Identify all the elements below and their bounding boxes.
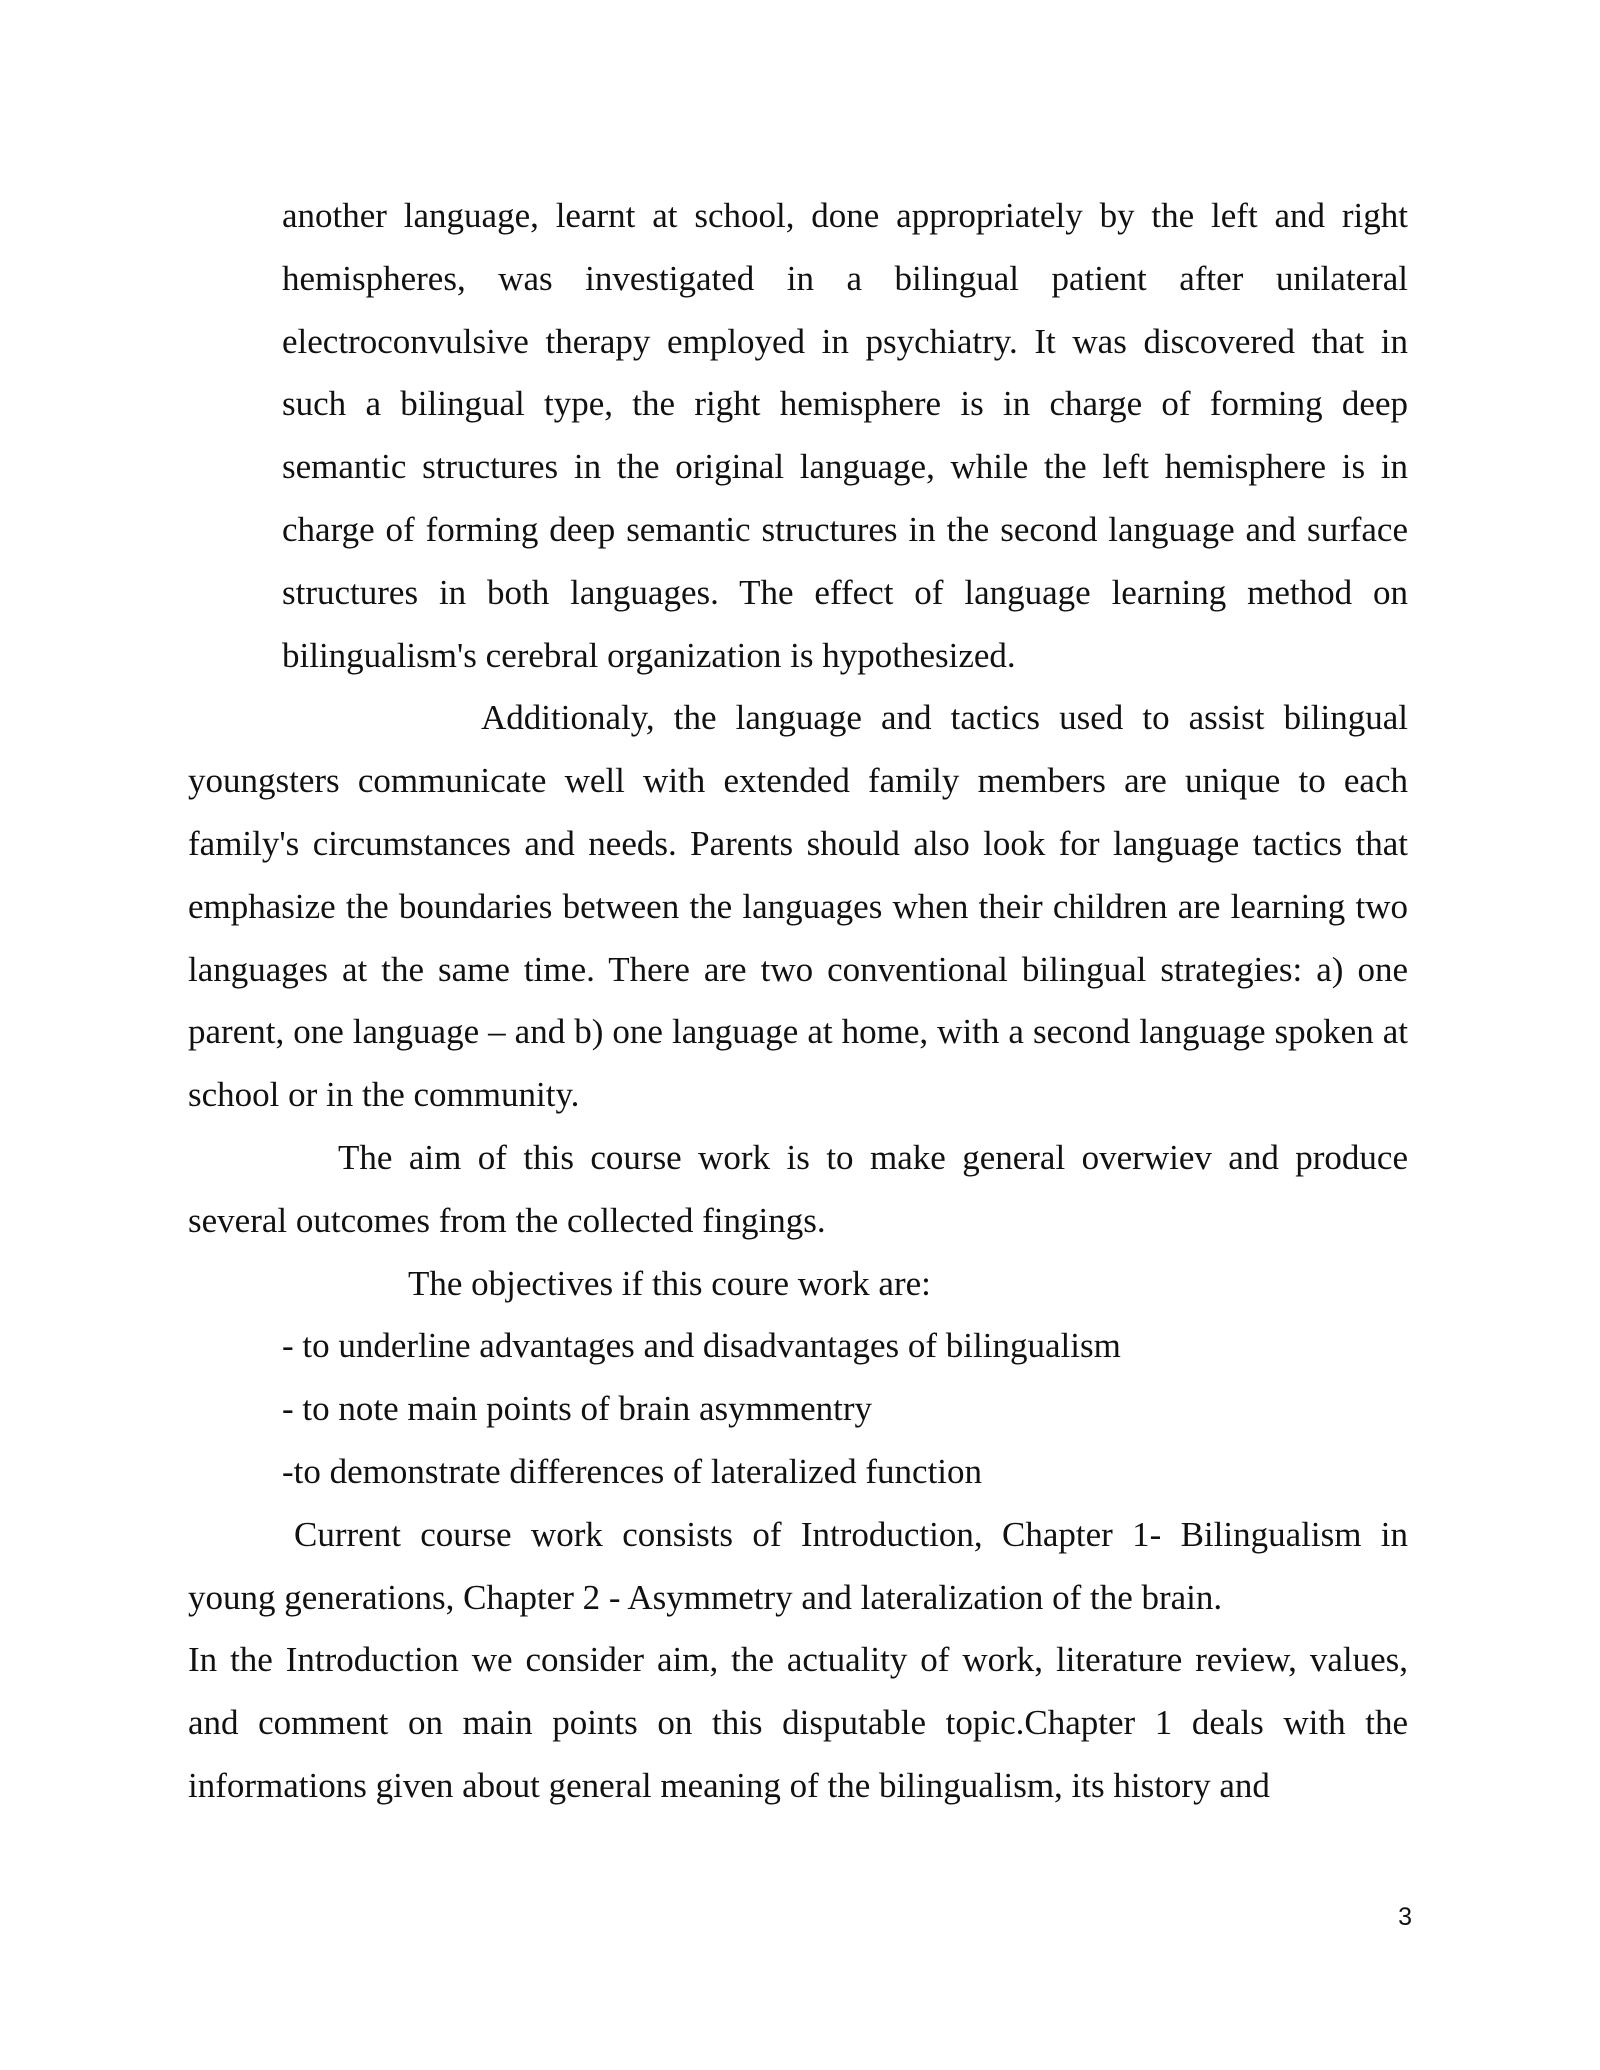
objective-item: - to underline advantages and disadvantages of bilingualism: [282, 1326, 1121, 1366]
page-number: 3: [1398, 1903, 1412, 1931]
objective-item: -to demonstrate differences of lateralized function: [282, 1451, 983, 1491]
paragraph-additionally: Additionaly, the language and tactics used to assist bilingual youngsters communicate well with extended family members are unique to each family's circumstances and needs. Parents should also look for language tactics that emphasize the boundaries between the languages when their children are learning two languages at the same time. There are two conventional bilingual strategies: a) one parent, one language – and b) one language at home, with a second language spoken at school or in the community.: [188, 698, 1408, 1115]
paragraph-introduction: In the Introduction we consider aim, the actuality of work, literature review, values, and comment on main points on this disputable topic.Chapter 1 deals with the informations given about general meaning of the bilingualism, its history and: [188, 1640, 1408, 1805]
paragraph-aim: The aim of this course work is to make general overwiev and produce several outcomes from the collected fingings.: [188, 1137, 1408, 1240]
paragraph-structure: [188, 1504, 1408, 1630]
objectives-heading: The objectives if this coure work are:: [408, 1263, 931, 1303]
objective-item: - to note main points of brain asymmentry: [282, 1389, 873, 1429]
paragraph-structure-text: Current course work consists of Introduction, Chapter 1- Bilingualism in young generations, Chapter 2 - Asymmetry and lateralization of the brain.: [188, 1514, 1408, 1617]
body-text: [188, 185, 1408, 1818]
quote-paragraph: another language, learnt at school, done appropriately by the left and right hemispheres, was investigated in a bilingual patient after unilateral electroconvulsive therapy employed in psychiatry. It was discovered that in such a bilingual type, the right hemisphere is in charge of forming deep semantic structures in the original language, while the left hemisphere is in charge of forming deep semantic structures in the second language and surface structures in both languages. The effect of language learning method on bilingualism's cerebral organization is hypothesized.: [282, 196, 1408, 675]
